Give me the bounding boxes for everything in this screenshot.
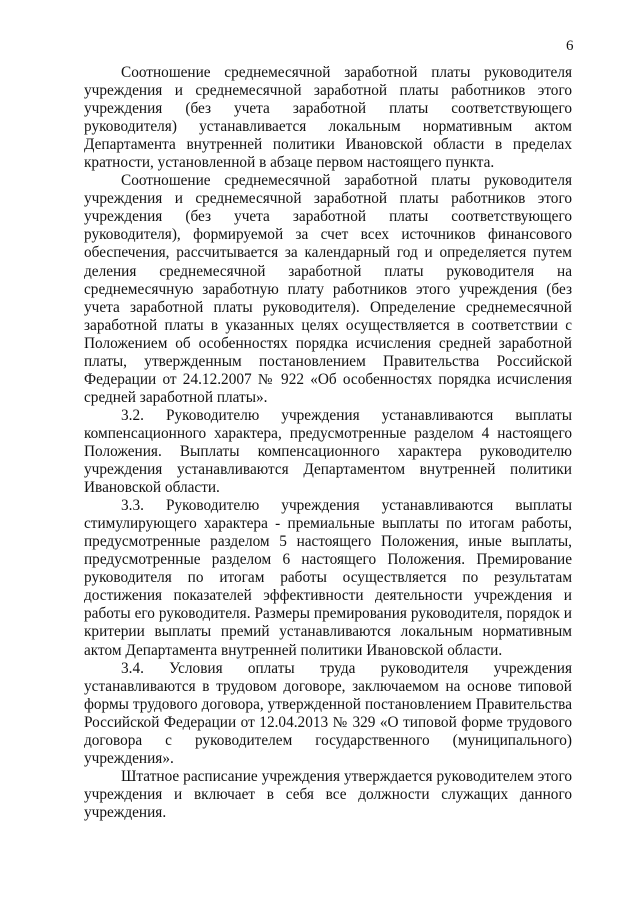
document-body: [84, 64, 572, 822]
paragraph-3-3-incentive: 3.3. Руководителю учреждения устанавливаются выплаты стимулирующего характера - премиальные выплаты по итогам работы, предусмотренные разделом 5 настоящего Положения, иные выплаты, предусмотренные разделом 6 настоящего Положения. Премирование руководителя по итогам работы осуществляется по результатам достижения показателей эффективности деятельности учреждения и работы его руководителя. Размеры премирования руководителя, порядок и критерии выплаты премий устанавливаются локальным нормативным актом Департамента внутренней политики Ивановской области.: [84, 497, 572, 659]
paragraph-salary-ratio-local-act: Соотношение среднемесячной заработной платы руководителя учреждения и среднемесячной заработной платы работников этого учреждения (без учета заработной платы соответствующего руководителя) устанавливается локальным нормативным актом Департамента внутренней политики Ивановской области в пределах кратности, установленной в абзаце первом настоящего пункта.: [84, 64, 572, 172]
paragraph-3-4-labor-conditions: 3.4. Условия оплаты труда руководителя учреждения устанавливаются в трудовом договоре, заключаемом на основе типовой формы трудового договора, утвержденной постановлением Правительства Российской Федерации от 12.04.2013 № 329 «О типовой форме трудового договора с руководителем государственного (муниципального) учреждения».: [84, 659, 572, 767]
paragraph-3-2-compensation: 3.2. Руководителю учреждения устанавливаются выплаты компенсационного характера, предусмотренные разделом 4 настоящего Положения. Выплаты компенсационного характера руководителю учреждения устанавливаются Департаментом внутренней политики Ивановской области.: [84, 406, 572, 497]
paragraph-staff-schedule: Штатное расписание учреждения утверждается руководителем этого учреждения и включает в себя все должности служащих данного учреждения.: [84, 767, 572, 821]
page-number: 6: [566, 38, 574, 54]
paragraph-salary-ratio-calculation: Соотношение среднемесячной заработной платы руководителя учреждения и среднемесячной заработной платы работников этого учреждения (без учета заработной платы соответствующего руководителя), формируемой за счет всех источников финансового обеспечения, рассчитывается за календарный год и определяется путем деления среднемесячной заработной платы руководителя на среднемесячную заработную плату работников этого учреждения (без учета заработной платы руководителя). Определение среднемесячной заработной платы в указанных целях осуществляется в соответствии с Положением об особенностях порядка исчисления средней заработной платы, утвержденным постановлением Правительства Российской Федерации от 24.12.2007 № 922 «Об особенностях порядка исчисления средней заработной платы».: [84, 172, 572, 406]
